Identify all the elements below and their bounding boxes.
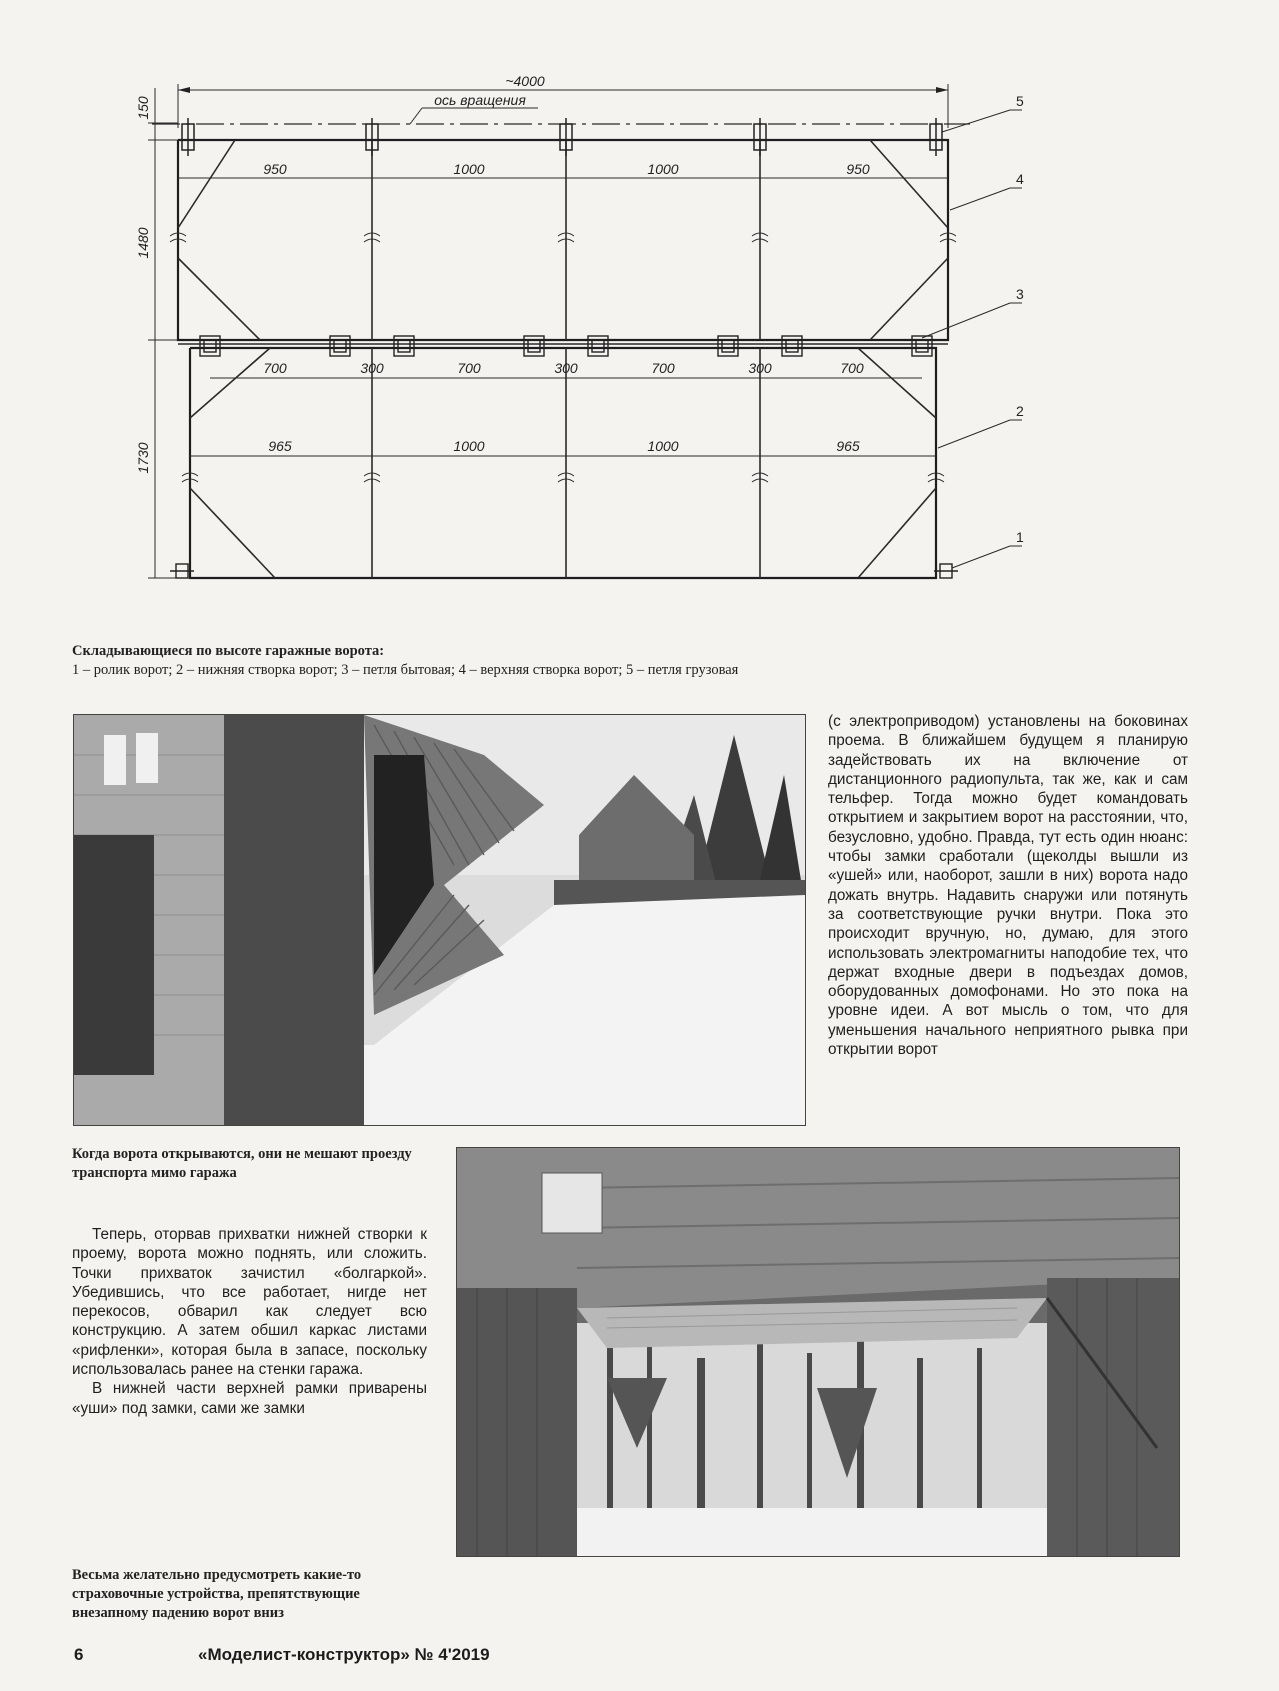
photo-garage-interior-drawing <box>457 1148 1179 1556</box>
left-column-text <box>72 1225 427 1418</box>
right-column-text <box>828 712 1188 1059</box>
rotation-axis-label: ось вращения <box>434 92 526 108</box>
leader-5: 5 <box>1016 93 1024 109</box>
figure-caption <box>72 642 972 680</box>
photo-garage-interior <box>456 1147 1180 1557</box>
magazine-title: «Моделист-конструктор» № 4'2019 <box>198 1645 490 1664</box>
right-paragraph-1: (с электроприводом) установлены на боковинах проема. В ближайшем будущем я планирую задействовать их на включение от дистанционного радиопульта, так же, как и сам тельфер. Тогда можно будет командовать открытием и закрытием ворот на расстоянии, что, безусловно, удобно. Правда, тут есть один нюанс: чтобы замки сработали (щеколды вышли из «ушей» или, наоборот, зашли в них) ворота надо дожать внутрь. Надавить снаружи или потянуть за соответствующие ручки внутри. Пока это происходит вручную, но, думаю, для этого использовать электромагниты наподобие тех, что держат входные двери в подъездах домов, оборудованных домофонами. Но это пока на уровне идеи. А вот мысль о том, что для уменьшения начального неприятного рывка при открытии ворот <box>828 713 1188 1059</box>
leader-1: 1 <box>1016 529 1024 545</box>
photo1-caption: Когда ворота открываются, они не мешают проезду транспорта мимо гаража <box>72 1146 412 1181</box>
dim-lower-3: 1000 <box>647 438 679 454</box>
dim-left-top: 150 <box>135 96 151 120</box>
dim-hinge-2: 300 <box>360 360 384 376</box>
dim-overall-width: ~4000 <box>505 73 545 89</box>
dim-upper-4: 950 <box>846 161 870 177</box>
dim-lower-1: 965 <box>268 438 292 454</box>
dim-hinge-3: 700 <box>457 360 481 376</box>
photo-open-gate-drawing <box>74 715 805 1125</box>
figure-caption-legend: 1 – ролик ворот; 2 – нижняя створка ворот; 3 – петля бытовая; 4 – верхняя створка ворот; 5 – петля грузовая <box>72 662 739 678</box>
leader-4: 4 <box>1016 171 1024 187</box>
dim-lower-4: 965 <box>836 438 860 454</box>
left-paragraph-1: Теперь, оторвав прихватки нижней створки к проему, ворота можно поднять, или сложить. Точки прихваток зачистил «болгаркой». Убедившись, что все работает, нигде нет перекосов, обварил как следует всю конструкцию. А затем обшил каркас листами «рифленки», которая была в запасе, поскольку использовалась ранее на стенки гаража. <box>72 1226 427 1379</box>
dim-hinge-1: 700 <box>263 360 287 376</box>
photo2-caption: Весьма желательно предусмотреть какие-то страховочные устройства, препятствующие внезапному падению ворот вниз <box>72 1567 362 1621</box>
dim-left-lower: 1730 <box>135 442 151 474</box>
dim-lower-2: 1000 <box>453 438 485 454</box>
dim-hinge-4: 300 <box>554 360 578 376</box>
dim-upper-1: 950 <box>263 161 287 177</box>
leader-3: 3 <box>1016 286 1024 302</box>
leader-2: 2 <box>1016 403 1024 419</box>
photo-open-gate <box>73 714 806 1126</box>
figure-caption-title: Складывающиеся по высоте гаражные ворота: <box>72 643 385 659</box>
page-number: 6 <box>74 1645 84 1664</box>
gate-drawing <box>130 68 1130 628</box>
dim-hinge-5: 700 <box>651 360 675 376</box>
dim-hinge-6: 300 <box>748 360 772 376</box>
dim-upper-3: 1000 <box>647 161 679 177</box>
left-paragraph-2: В нижней части верхней рамки приварены «уши» под замки, сами же замки <box>72 1380 427 1417</box>
dim-upper-2: 1000 <box>453 161 485 177</box>
dim-left-upper: 1480 <box>135 227 151 259</box>
dim-hinge-7: 700 <box>840 360 864 376</box>
